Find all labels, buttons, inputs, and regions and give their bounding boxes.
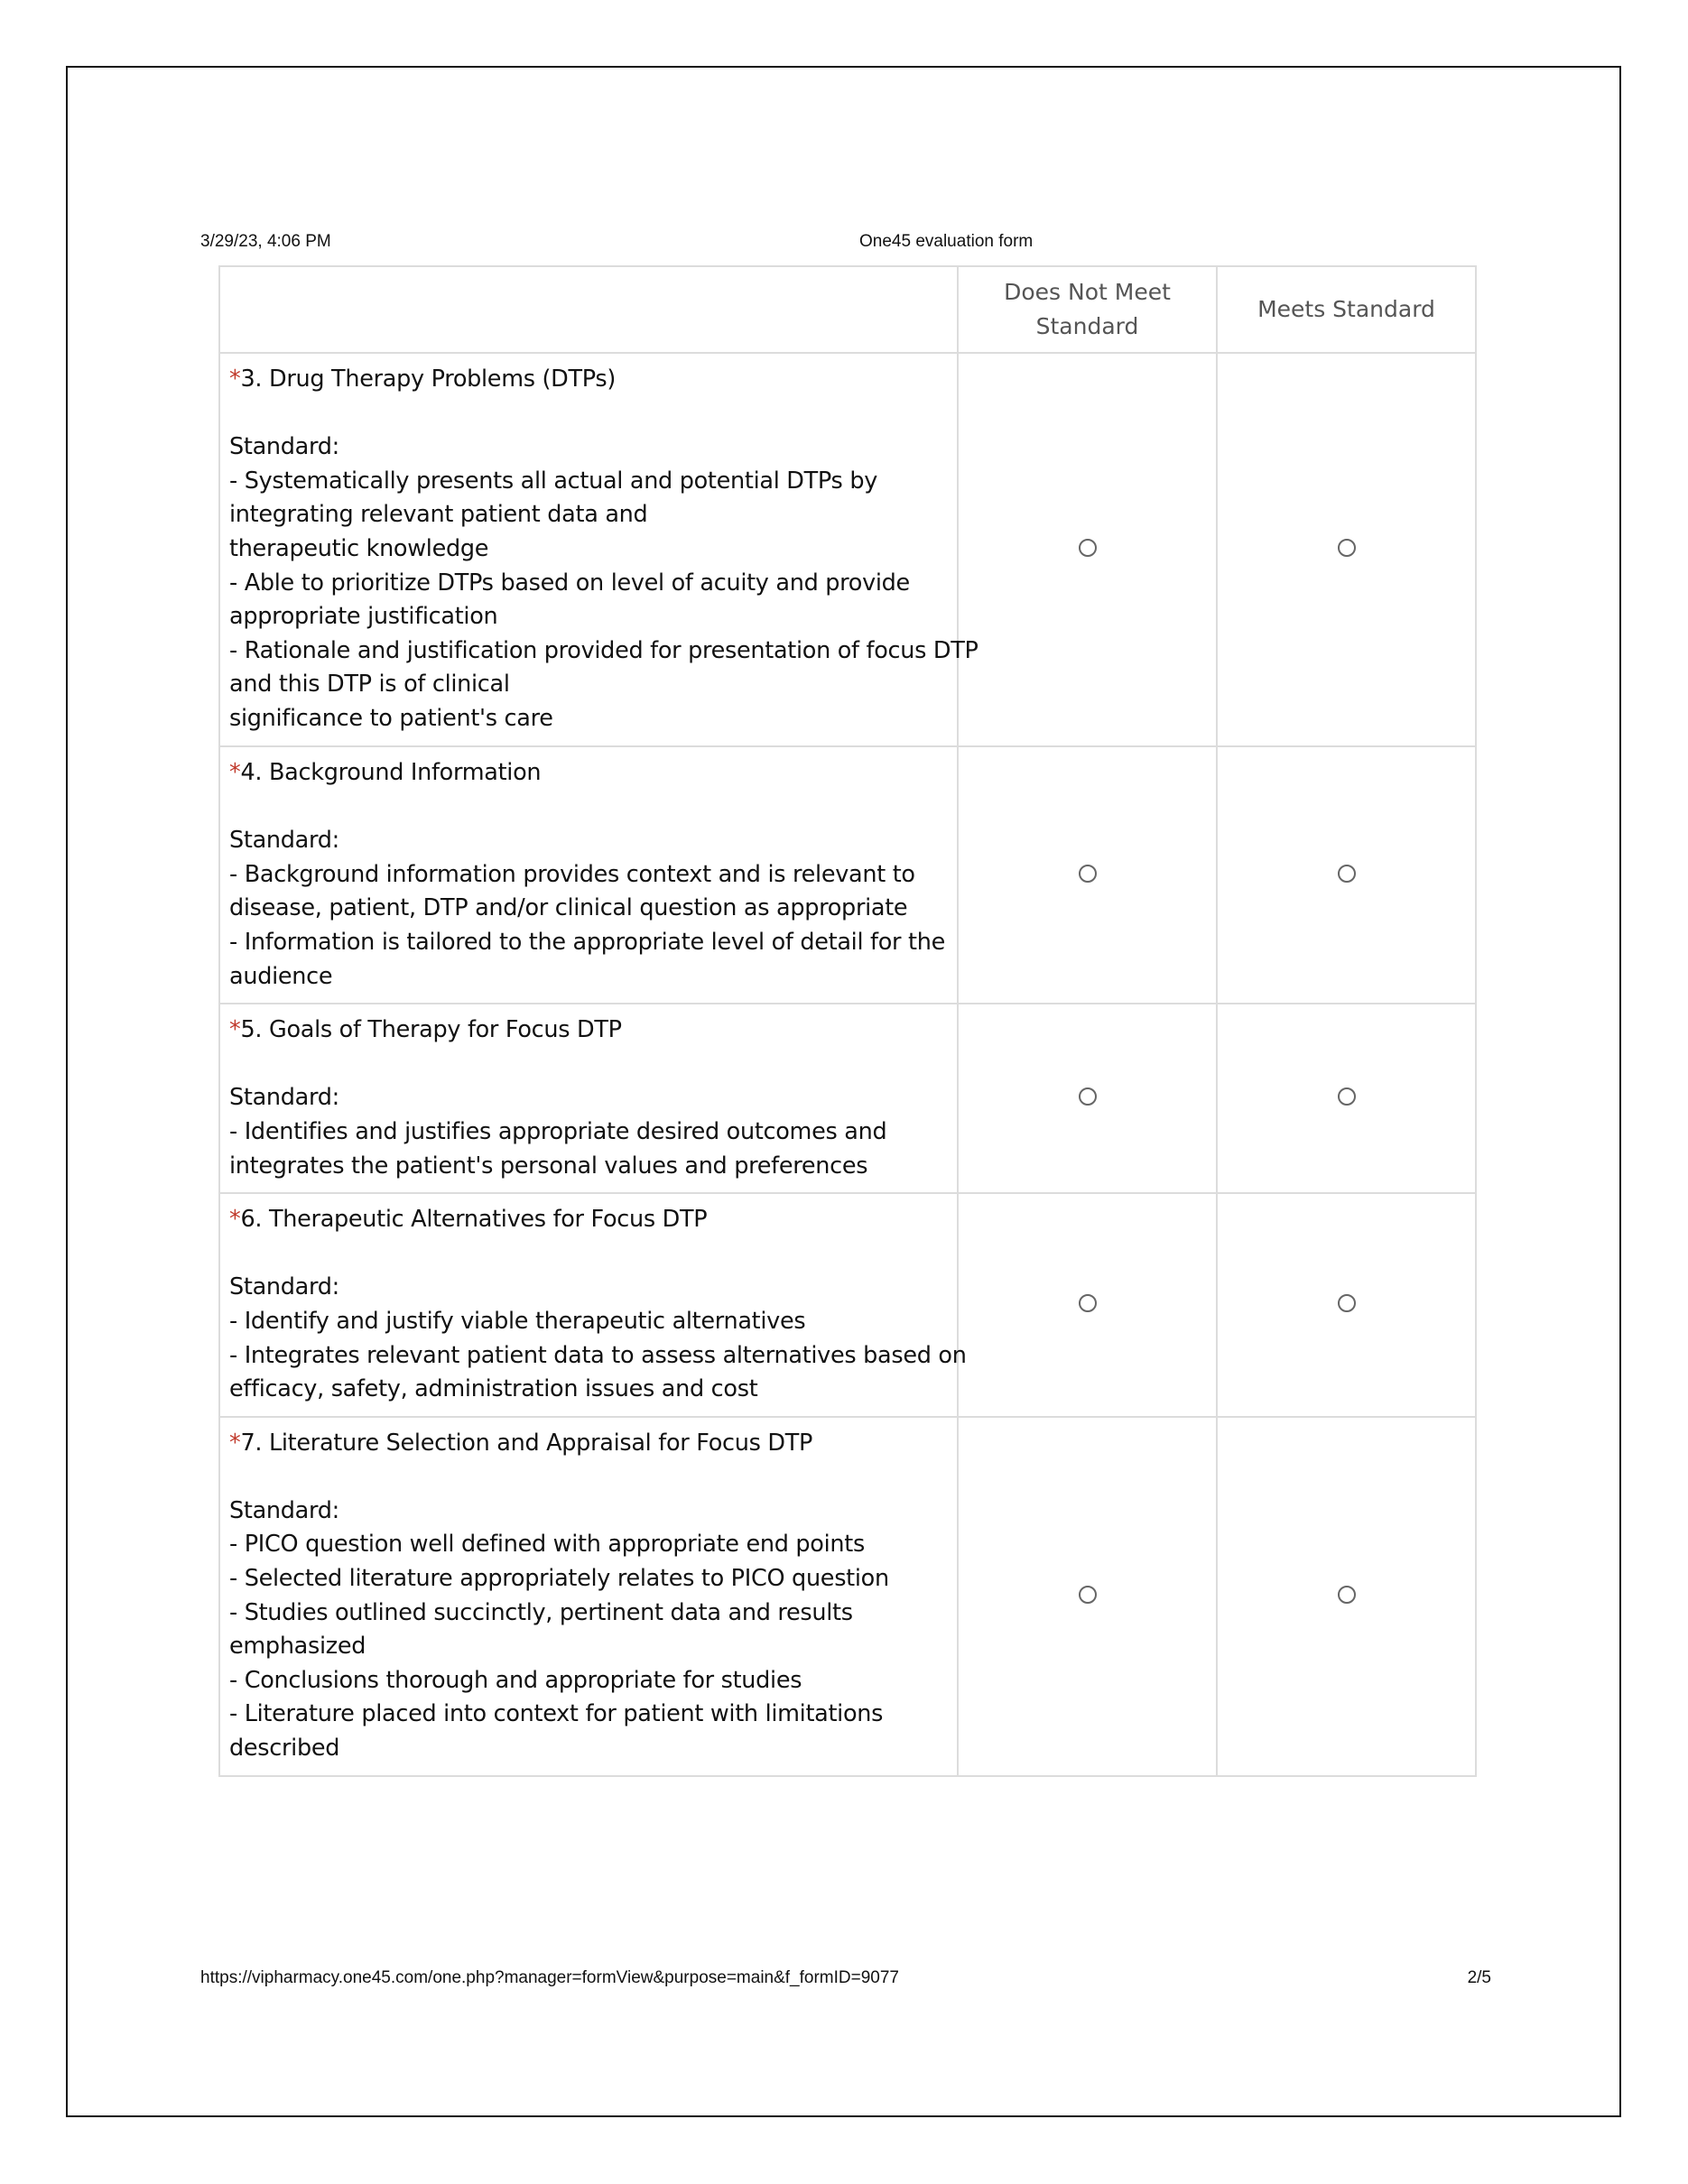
meets-standard-radio-5[interactable] [1338, 1087, 1356, 1106]
standard-label: Standard: [229, 1496, 339, 1524]
table-header-row [219, 266, 1476, 353]
standard-line: - Able to prioritize DTPs based on level of acuity and provide [229, 569, 910, 597]
standard-line: - Identifies and justifies appropriate desired outcomes and [229, 1117, 887, 1145]
criteria-cell [219, 1417, 958, 1776]
table-row [219, 1004, 1476, 1193]
required-marker: * [229, 1206, 241, 1234]
standard-line: - Integrates relevant patient data to assess alternatives based on [229, 1341, 967, 1369]
meets-standard-cell [1217, 1417, 1476, 1776]
meets-standard-radio-6[interactable] [1338, 1294, 1356, 1312]
page-number: 2/5 [1467, 1968, 1491, 1987]
required-marker: * [229, 366, 241, 393]
standard-line: audience [229, 962, 333, 990]
standard-label: Standard: [229, 827, 339, 855]
standard-line: - Background information provides context and is relevant to [229, 860, 915, 888]
does-not-meet-column-header: Does Not Meet Standard [958, 266, 1217, 353]
does-not-meet-radio-6[interactable] [1079, 1294, 1097, 1312]
standard-line: - Rationale and justification provided for presentation of focus DTP [229, 636, 978, 664]
meets-standard-radio-4[interactable] [1338, 865, 1356, 883]
meets-standard-cell [1217, 1004, 1476, 1193]
criteria-cell [219, 1004, 958, 1193]
print-header [200, 232, 1491, 254]
standard-line: integrating relevant patient data and [229, 501, 648, 529]
standard-line: - Identify and justify viable therapeutic alternatives [229, 1307, 806, 1335]
standard-line: appropriate justification [229, 603, 498, 631]
standard-line: - Selected literature appropriately relates to PICO question [229, 1565, 889, 1593]
does-not-meet-cell [958, 1193, 1217, 1417]
criteria-cell [219, 1193, 967, 1417]
standard-line: - PICO question well defined with appropriate end points [229, 1531, 865, 1559]
does-not-meet-cell [958, 746, 1217, 1004]
required-marker: * [229, 1016, 241, 1044]
meets-standard-radio-3[interactable] [1338, 539, 1356, 557]
standard-label: Standard: [229, 433, 339, 461]
print-title: One45 evaluation form [859, 232, 1034, 251]
does-not-meet-cell [958, 1004, 1217, 1193]
page-url: https://vipharmacy.one45.com/one.php?manager=formView&purpose=main&f_formID=9077 [200, 1968, 899, 1987]
meets-standard-cell [1217, 746, 1476, 1004]
standard-line: - Conclusions thorough and appropriate for studies [229, 1666, 802, 1694]
standard-label: Standard: [229, 1273, 339, 1301]
meets-standard-radio-7[interactable] [1338, 1586, 1356, 1604]
standard-line: - Literature placed into context for patient with limitations [229, 1700, 884, 1728]
does-not-meet-cell [958, 353, 1217, 746]
standard-line: significance to patient's care [229, 704, 553, 732]
standard-line: emphasized [229, 1633, 366, 1661]
standard-label: Standard: [229, 1084, 339, 1112]
standard-line: efficacy, safety, administration issues and cost [229, 1375, 758, 1403]
table-row [219, 1417, 1476, 1776]
evaluation-table [218, 265, 1477, 1777]
standard-line: - Information is tailored to the appropriate level of detail for the [229, 928, 945, 956]
table-row [219, 746, 1476, 1004]
criteria-cell [219, 353, 978, 746]
does-not-meet-radio-5[interactable] [1079, 1087, 1097, 1106]
criteria-column-header [219, 266, 958, 353]
standard-line: and this DTP is of clinical [229, 671, 510, 699]
criteria-title: *5. Goals of Therapy for Focus DTP [229, 1016, 622, 1044]
standard-line: - Systematically presents all actual and potential DTPs by [229, 467, 877, 495]
print-datetime: 3/29/23, 4:06 PM [200, 232, 331, 251]
meets-standard-cell [1217, 1193, 1476, 1417]
meets-standard-column-header: Meets Standard [1217, 266, 1476, 353]
criteria-title: *3. Drug Therapy Problems (DTPs) [229, 366, 617, 393]
does-not-meet-radio-3[interactable] [1079, 539, 1097, 557]
standard-line: disease, patient, DTP and/or clinical question as appropriate [229, 894, 908, 922]
required-marker: * [229, 1429, 241, 1457]
standard-line: therapeutic knowledge [229, 534, 489, 562]
standard-line: described [229, 1735, 340, 1763]
standard-line: - Studies outlined succinctly, pertinent data and results [229, 1598, 853, 1626]
table-row [219, 353, 1476, 746]
criteria-title: *4. Background Information [229, 759, 542, 786]
does-not-meet-cell [958, 1417, 1217, 1776]
required-marker: * [229, 759, 241, 786]
table-row [219, 1193, 1476, 1417]
does-not-meet-radio-7[interactable] [1079, 1586, 1097, 1604]
criteria-title: *7. Literature Selection and Appraisal for Focus DTP [229, 1429, 813, 1457]
standard-line: integrates the patient's personal values and preferences [229, 1152, 868, 1180]
does-not-meet-radio-4[interactable] [1079, 865, 1097, 883]
criteria-cell [219, 746, 958, 1004]
criteria-title: *6. Therapeutic Alternatives for Focus DTP [229, 1206, 708, 1234]
print-footer [200, 1968, 1491, 1990]
meets-standard-cell [1217, 353, 1476, 746]
